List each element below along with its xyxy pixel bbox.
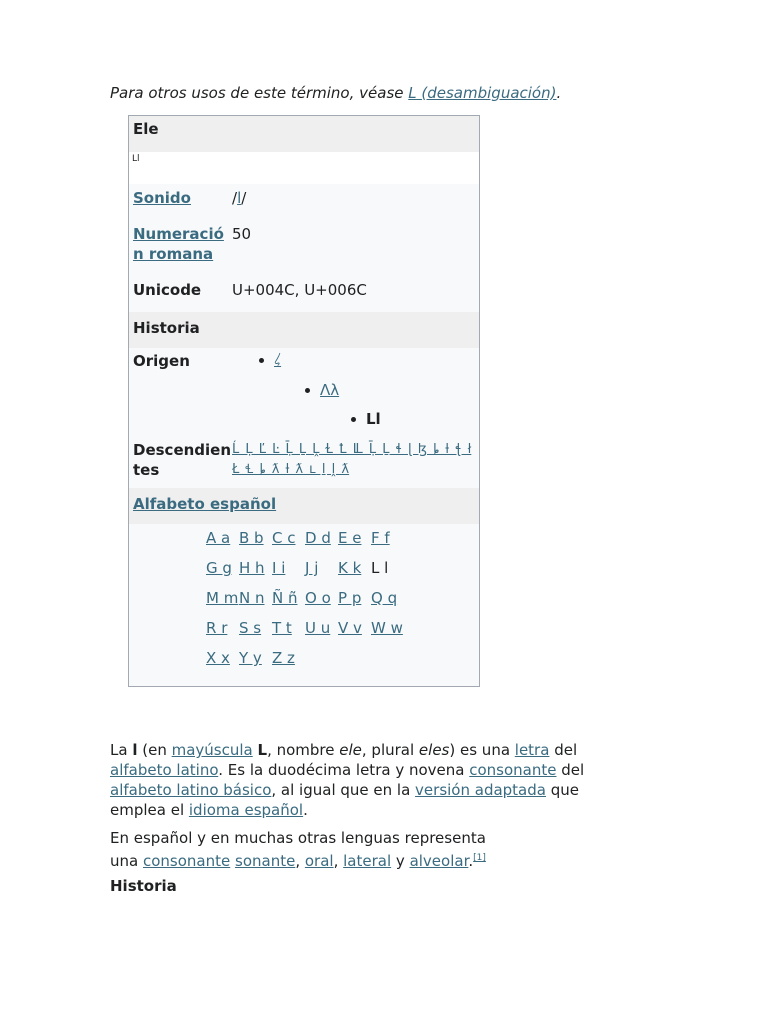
unicode-label: Unicode bbox=[133, 281, 202, 299]
alphabet-letter-t[interactable]: T t bbox=[272, 619, 292, 637]
reference-link[interactable]: [1] bbox=[473, 853, 486, 863]
unicode-value: U+004C, U+006C bbox=[232, 281, 367, 299]
alphabet-letter-q[interactable]: Q q bbox=[371, 589, 398, 607]
article-link[interactable]: consonante bbox=[142, 852, 231, 870]
article-link[interactable]: letra bbox=[514, 741, 550, 759]
alphabet-letter-j[interactable]: J j bbox=[305, 559, 319, 577]
alphabet-letter-i[interactable]: I i bbox=[272, 559, 286, 577]
roman-value: 50 bbox=[232, 225, 252, 243]
descendants-row bbox=[129, 436, 479, 488]
hatnote-text: Para otros usos de este término, véase bbox=[110, 84, 409, 102]
alphabet-letter-d[interactable]: D d bbox=[305, 529, 331, 547]
hatnote bbox=[110, 84, 561, 102]
alphabet-letter-x[interactable]: X x bbox=[206, 649, 230, 667]
alphabet-letter-c[interactable]: C c bbox=[272, 529, 296, 547]
alphabet-letter-ñ[interactable]: Ñ ñ bbox=[272, 589, 298, 607]
article-link[interactable]: versión adaptada bbox=[415, 781, 546, 799]
article-link[interactable]: oral bbox=[304, 852, 334, 870]
letter-image: Ll bbox=[129, 152, 479, 184]
descendants-links[interactable]: Ĺ Ḷ Ľ Ŀ Ḹ Ḻ Ḽ Ɫ Ꝉ Ỻ Ḹ Ḻ ɬ ɭ ɮ ȴ ƚ ꞎ ł Ł Ɬ ȴ ƛ ƚ ƛ ʟ ḻ ḽ ƛ bbox=[232, 442, 472, 477]
alphabet-letter-e[interactable]: E e bbox=[338, 529, 362, 547]
article-link[interactable]: lateral bbox=[343, 852, 392, 870]
intro-paragraph-2 bbox=[110, 828, 510, 871]
text-run: (en bbox=[137, 741, 172, 759]
text-run: , bbox=[295, 852, 305, 870]
roman-link[interactable]: Numeración romana bbox=[133, 225, 224, 263]
alphabet-letter-g[interactable]: G g bbox=[206, 559, 232, 577]
roman-row bbox=[129, 220, 479, 276]
descendants-label: Descendientes bbox=[133, 441, 232, 479]
alphabet-letter-w[interactable]: W w bbox=[371, 619, 403, 637]
alphabet-letter-m[interactable]: M m bbox=[206, 589, 239, 607]
bold-text: l bbox=[132, 741, 138, 759]
text-run: que emplea el bbox=[110, 781, 579, 819]
alphabet-letter-y[interactable]: Y y bbox=[239, 649, 262, 667]
infobox-title: Ele bbox=[129, 116, 479, 152]
alphabet-row bbox=[206, 618, 479, 638]
text-run: La bbox=[110, 741, 133, 759]
alphabet-row bbox=[206, 588, 479, 608]
bold-text: L bbox=[257, 741, 268, 759]
alphabet-letter-a[interactable]: A a bbox=[206, 529, 231, 547]
alphabet-letter-s[interactable]: S s bbox=[239, 619, 262, 637]
alphabet-row bbox=[206, 558, 479, 578]
hatnote-end: . bbox=[556, 84, 562, 102]
text-run: del bbox=[556, 761, 585, 779]
alphabet-letter-u[interactable]: U u bbox=[305, 619, 331, 637]
history-header: Historia bbox=[129, 312, 479, 348]
alphabet-letter-k[interactable]: K k bbox=[338, 559, 362, 577]
text-run: , plural bbox=[361, 741, 419, 759]
alphabet-letter-p[interactable]: P p bbox=[338, 589, 362, 607]
sound-value: /l/ bbox=[232, 189, 247, 207]
alphabet-letter-b[interactable]: B b bbox=[239, 529, 264, 547]
alphabet-letter-z[interactable]: Z z bbox=[272, 649, 295, 667]
alphabet-row bbox=[206, 648, 479, 668]
text-run: En español y en muchas otras lenguas representa una bbox=[110, 829, 486, 870]
article-link[interactable]: consonante bbox=[469, 761, 557, 779]
section-heading-historia: Historia bbox=[110, 877, 177, 895]
article-link[interactable]: alfabeto latino básico bbox=[110, 781, 272, 799]
alphabet-letter-f[interactable]: F f bbox=[371, 529, 390, 547]
alphabet-letter-o[interactable]: O o bbox=[305, 589, 331, 607]
text-run: , bbox=[333, 852, 344, 870]
sound-link[interactable]: Sonido bbox=[133, 189, 191, 207]
text-run: . bbox=[303, 801, 308, 819]
text-run: , nombre bbox=[267, 741, 340, 759]
article-link[interactable]: mayúscula bbox=[171, 741, 253, 759]
ipa-link[interactable]: l bbox=[237, 189, 242, 207]
origin-item-2: Λλ bbox=[305, 381, 339, 399]
origin-row bbox=[129, 348, 479, 436]
alphabet-link[interactable]: Alfabeto español bbox=[133, 495, 277, 513]
intro-paragraph-1 bbox=[110, 740, 600, 820]
alphabet-letter-n[interactable]: N n bbox=[239, 589, 265, 607]
disambiguation-link[interactable]: L (desambiguación) bbox=[408, 84, 557, 102]
sound-row bbox=[129, 184, 479, 220]
italic-text: ele bbox=[339, 741, 362, 759]
alphabet-header bbox=[129, 488, 479, 524]
origin-item-3: Ll bbox=[351, 410, 381, 428]
origin-label: Origen bbox=[133, 352, 190, 370]
unicode-row bbox=[129, 276, 479, 312]
alphabet-letter-l: L l bbox=[371, 559, 389, 577]
origin-item-1: 𐤋 bbox=[259, 351, 281, 369]
alphabet-letter-r[interactable]: R r bbox=[206, 619, 228, 637]
italic-text: eles bbox=[418, 741, 450, 759]
article-link[interactable]: alfabeto latino bbox=[110, 761, 219, 779]
alphabet-letter-v[interactable]: V v bbox=[338, 619, 362, 637]
article-link[interactable]: alveolar bbox=[409, 852, 469, 870]
text-run: . Es la duodécima letra y novena bbox=[218, 761, 470, 779]
article-link[interactable]: idioma español bbox=[188, 801, 304, 819]
text-run: . bbox=[468, 852, 474, 870]
alphabet-table bbox=[129, 524, 479, 686]
text-run: , al igual que en la bbox=[271, 781, 416, 799]
text-run: del bbox=[549, 741, 578, 759]
infobox bbox=[128, 115, 480, 687]
alphabet-row bbox=[206, 528, 479, 548]
text-run: ) es una bbox=[449, 741, 515, 759]
alphabet-letter-h[interactable]: H h bbox=[239, 559, 265, 577]
text-run: y bbox=[391, 852, 410, 870]
article-link[interactable]: sonante bbox=[235, 852, 296, 870]
